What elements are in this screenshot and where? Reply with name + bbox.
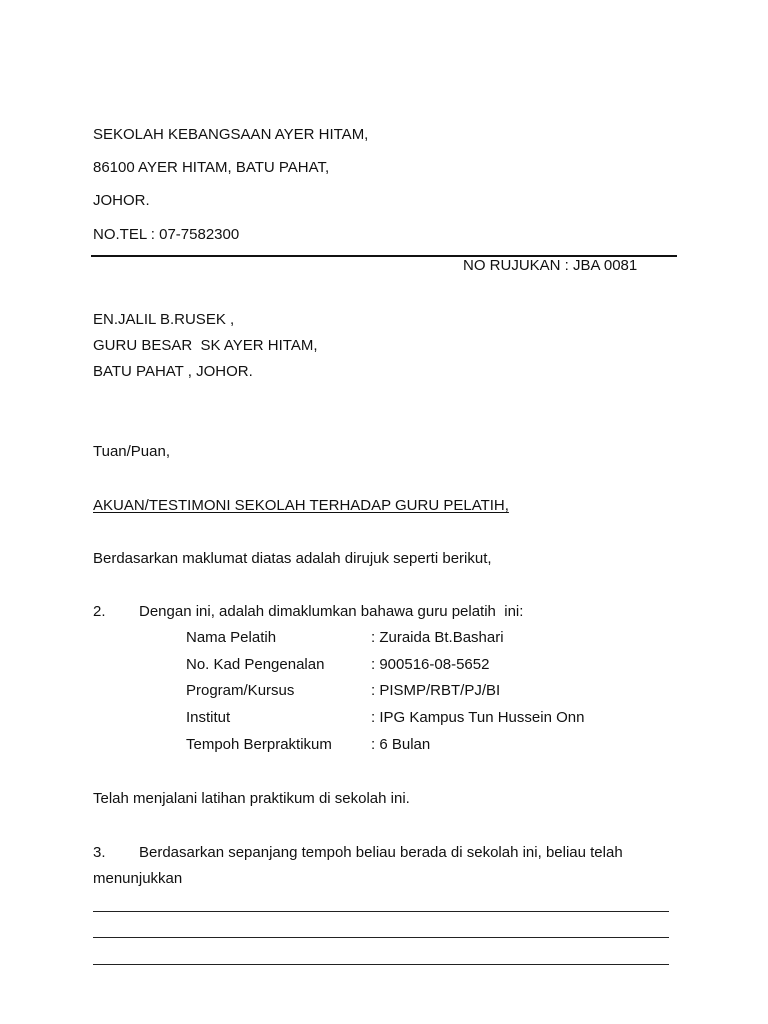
detail-label: Program/Kursus bbox=[186, 682, 295, 699]
detail-value: : IPG Kampus Tun Hussein Onn bbox=[371, 709, 585, 726]
detail-label: No. Kad Pengenalan bbox=[186, 656, 325, 673]
recipient-location: BATU PAHAT , JOHOR. bbox=[93, 363, 253, 380]
section-2-text: Dengan ini, adalah dimaklumkan bahawa guru pelatih ini: bbox=[139, 603, 524, 620]
recipient-position: GURU BESAR SK AYER HITAM, bbox=[93, 337, 318, 354]
blank-line bbox=[93, 911, 669, 912]
school-phone: NO.TEL : 07-7582300 bbox=[93, 226, 240, 243]
detail-value: : 6 Bulan bbox=[371, 736, 431, 753]
detail-label: Tempoh Berpraktikum bbox=[186, 736, 332, 753]
section-3-number: 3. bbox=[93, 844, 106, 861]
intro-paragraph: Berdasarkan maklumat diatas adalah dirujuk seperti berikut, bbox=[93, 550, 492, 567]
section-3-continuation: menunjukkan bbox=[93, 870, 183, 887]
section-3-text: Berdasarkan sepanjang tempoh beliau berada di sekolah ini, beliau telah bbox=[139, 844, 623, 861]
school-state: JOHOR. bbox=[93, 192, 150, 209]
school-address: 86100 AYER HITAM, BATU PAHAT, bbox=[93, 159, 330, 176]
letter-subject: AKUAN/TESTIMONI SEKOLAH TERHADAP GURU PELATIH, bbox=[93, 497, 509, 514]
salutation: Tuan/Puan, bbox=[93, 443, 170, 460]
section-2-number: 2. bbox=[93, 603, 106, 620]
completion-statement: Telah menjalani latihan praktikum di sekolah ini. bbox=[93, 790, 410, 807]
school-name: SEKOLAH KEBANGSAAN AYER HITAM, bbox=[93, 126, 369, 143]
detail-value: : PISMP/RBT/PJ/BI bbox=[371, 682, 501, 699]
reference-number: NO RUJUKAN : JBA 0081 bbox=[463, 257, 638, 274]
blank-line bbox=[93, 937, 669, 938]
recipient-name: EN.JALIL B.RUSEK , bbox=[93, 311, 235, 328]
detail-label: Institut bbox=[186, 709, 231, 726]
detail-value: : 900516-08-5652 bbox=[371, 656, 490, 673]
detail-label: Nama Pelatih bbox=[186, 629, 277, 646]
blank-line bbox=[93, 964, 669, 965]
detail-value: : Zuraida Bt.Bashari bbox=[371, 629, 504, 646]
